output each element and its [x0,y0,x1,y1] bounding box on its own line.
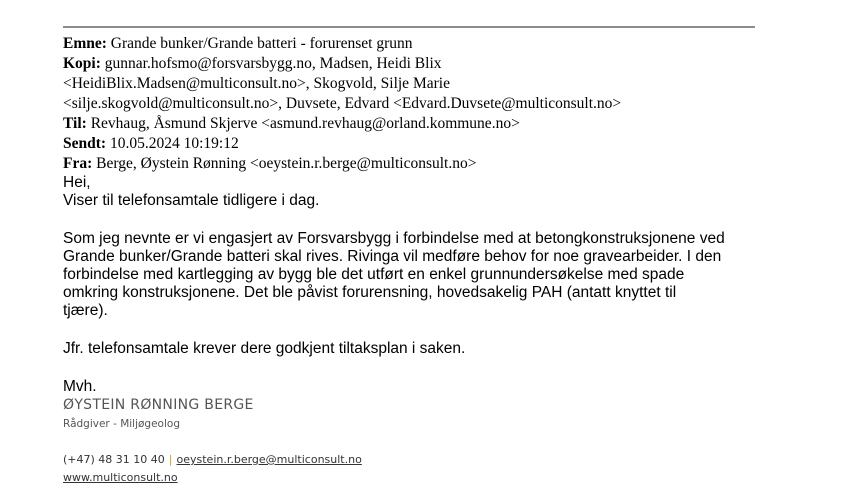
greeting: Hei, [63,174,91,191]
sent-label: Sendt: [63,135,107,152]
signature-separator: | [168,453,173,466]
request-line: Jfr. telefonsamtale krever dere godkjent tiltaksplan i saken. [63,340,466,357]
cc-label: Kopi: [63,55,101,72]
closing: Mvh. [63,378,97,395]
email-body [63,174,783,396]
sent-value: 10.05.2024 10:19:12 [109,135,239,152]
paragraph-line: omkring konstruksjonene. Det ble påvist forurensning, hovedsakelig PAH (antatt knyttet til [63,284,677,301]
signature-email-link[interactable]: oeystein.r.berge@multiconsult.no [176,453,362,466]
paragraph-line: Som jeg nevnte er vi engasjert av Forsvarsbygg i forbindelse med at betongkonstruksjonene ved [63,230,725,247]
website-link[interactable]: www.multiconsult.no [63,471,178,484]
signature-phone: (+47) 48 31 10 40 [63,453,165,466]
signature-name: ØYSTEIN RØNNING BERGE [63,397,254,413]
cc-row [63,54,763,74]
cc-value-line3: <silje.skogvold@multiconsult.no>, Duvsete, Edvard <Edvard.Duvsete@multiconsult.no> [63,95,622,112]
to-value: Revhaug, Åsmund Skjerve <asmund.revhaug@orland.kommune.no> [90,115,520,132]
signature-title: Rådgiver - Miljøgeolog [63,418,180,430]
from-value: Berge, Øystein Rønning <oeystein.r.berge@multiconsult.no> [96,155,477,172]
signature-web [63,471,178,484]
from-label: Fra: [63,155,93,172]
signature-contact [63,453,362,466]
paragraph-line: forbindelse med kartlegging av bygg ble det utført en enkel grunnundersøkelse med spade [63,266,685,283]
to-row [63,114,763,134]
subject-row [63,34,763,54]
header-divider [63,26,755,28]
subject-label: Emne: [63,35,107,52]
subject-value: Grande bunker/Grande batteri - forurenset grunn [110,35,413,52]
cc-value-line1: gunnar.hofsmo@forsvarsbygg.no, Madsen, Heidi Blix [104,55,442,72]
from-row [63,154,763,174]
paragraph-line: tjære). [63,302,108,319]
paragraph-line: Grande bunker/Grande batteri skal rives. Rivinga vil medføre behov for noe gravearbeider. I den [63,248,722,265]
cc-value-line2: <HeidiBlix.Madsen@multiconsult.no>, Skogvold, Silje Marie [63,75,450,92]
sent-row [63,134,763,154]
email-header [63,34,763,174]
to-label: Til: [63,115,87,132]
intro-line: Viser til telefonsamtale tidligere i dag. [63,192,320,209]
